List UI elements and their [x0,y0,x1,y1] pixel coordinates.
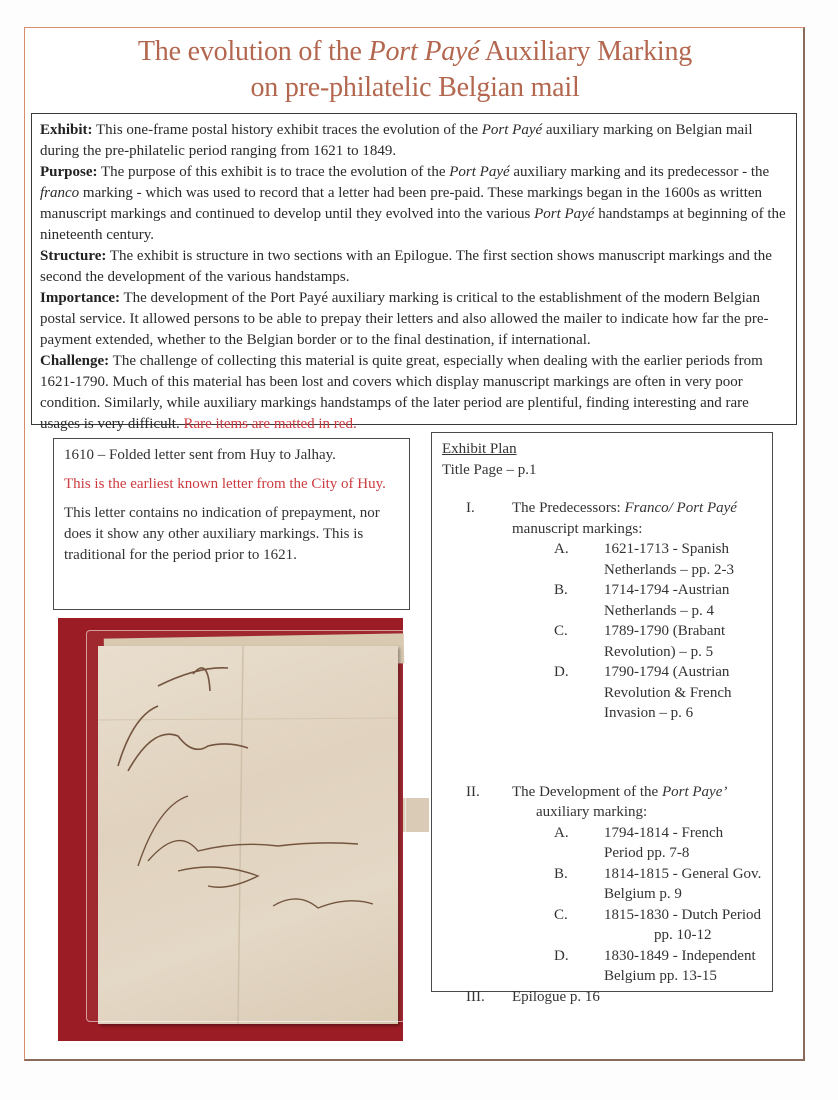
plan-section-2: II. The Development of the Port Paye’ auxiliary marking: [442,782,762,823]
intro-importance: Importance: The development of the Port Payé auxiliary marking is critical to the establishment of the modern Belgian postal service. It allowed persons to be able to prepay their letters and also allowed the mailer to indicate how far the pre-payment extended, whether to the Belgian border or to the final destination, if international. [40,290,769,348]
title-line-1: The evolution of the Port Payé Auxiliary Marking [137,36,693,67]
plan-section-1: I. The Predecessors: Franco/ Port Payé manuscript markings: [442,498,762,539]
red-mat [58,618,403,1041]
plan-item: A. 1621-1713 - Spanish Netherlands – pp. 2-3 [554,541,734,578]
intro-box [31,113,797,432]
letter-flap [403,798,429,832]
plan-item: C. 1815-1830 - Dutch Period pp. 10-12 [554,906,762,943]
section-numeral: II. [466,783,480,800]
intro-structure: Structure: The exhibit is structure in two sections with an Epilogue. The first section shows manuscript markings and the second the development of the various handstamps. [40,248,772,285]
plan-item: B. 1714-1794 -Austrian Netherlands – p. 4 [554,582,730,619]
intro-exhibit: Exhibit: This one-frame postal history exhibit traces the evolution of the Port Payé auxiliary marking on Belgian mail during the pre-philatelic period ranging from 1621 to 1849. [40,122,753,159]
intro-purpose: Purpose: The purpose of this exhibit is to trace the evolution of the Port Payé auxiliary marking and its predecessor - the franco marking - which was used to record that a letter had been pre-paid. These markings began in the 1600s as written manuscript markings and continued to develop until they evolved into the various Port Payé handstamps at beginning of the nineteenth century. [40,164,786,243]
page-title [24,34,806,106]
item-caption-box [53,438,410,610]
title-line-2: on pre-philatelic Belgian mail [250,72,580,103]
section-numeral: III. [466,988,485,1005]
plan-section-3: III. Epilogue p. 16 [442,987,762,1008]
plan-item: B. 1814-1815 - General Gov. Belgium p. 9 [554,865,762,902]
exhibit-plan-box [431,432,773,1005]
protective-sleeve [86,630,406,1022]
plan-item: D. 1790-1794 (Austrian Revolution & French Invasion – p. 6 [554,664,732,721]
plan-heading: Exhibit Plan [442,441,517,457]
plan-item: C. 1789-1790 (Brabant Revolution) – p. 5 [554,623,726,660]
caption-highlight: This is the earliest known letter from the City of Huy. [64,476,386,492]
section-numeral: I. [466,500,475,516]
plan-item: A. 1794-1814 - French Period pp. 7-8 [554,824,724,861]
plan-title-page: Title Page – p.1 [442,461,537,478]
plan-item: D. 1830-1849 - Independent Belgium pp. 13-15 [554,947,756,984]
caption-heading: 1610 – Folded letter sent from Huy to Jalhay. [64,447,336,463]
rare-items-note: Rare items are matted in red. [183,416,357,432]
caption-body: This letter contains no indication of prepayment, nor does it show any other auxiliary markings. This is traditional for the period prior to 1621. [64,505,380,563]
intro-challenge: Challenge: The challenge of collecting this material is quite great, especially when dealing with the earlier periods from 1621-1790. Much of this material has been lost and covers which display manuscript markings are often in very poor condition. Similarly, while auxiliary markings handstamps of the later period are plentiful, finding interesting and rare usages is very difficult. Rare items are matted in red. [40,353,763,432]
